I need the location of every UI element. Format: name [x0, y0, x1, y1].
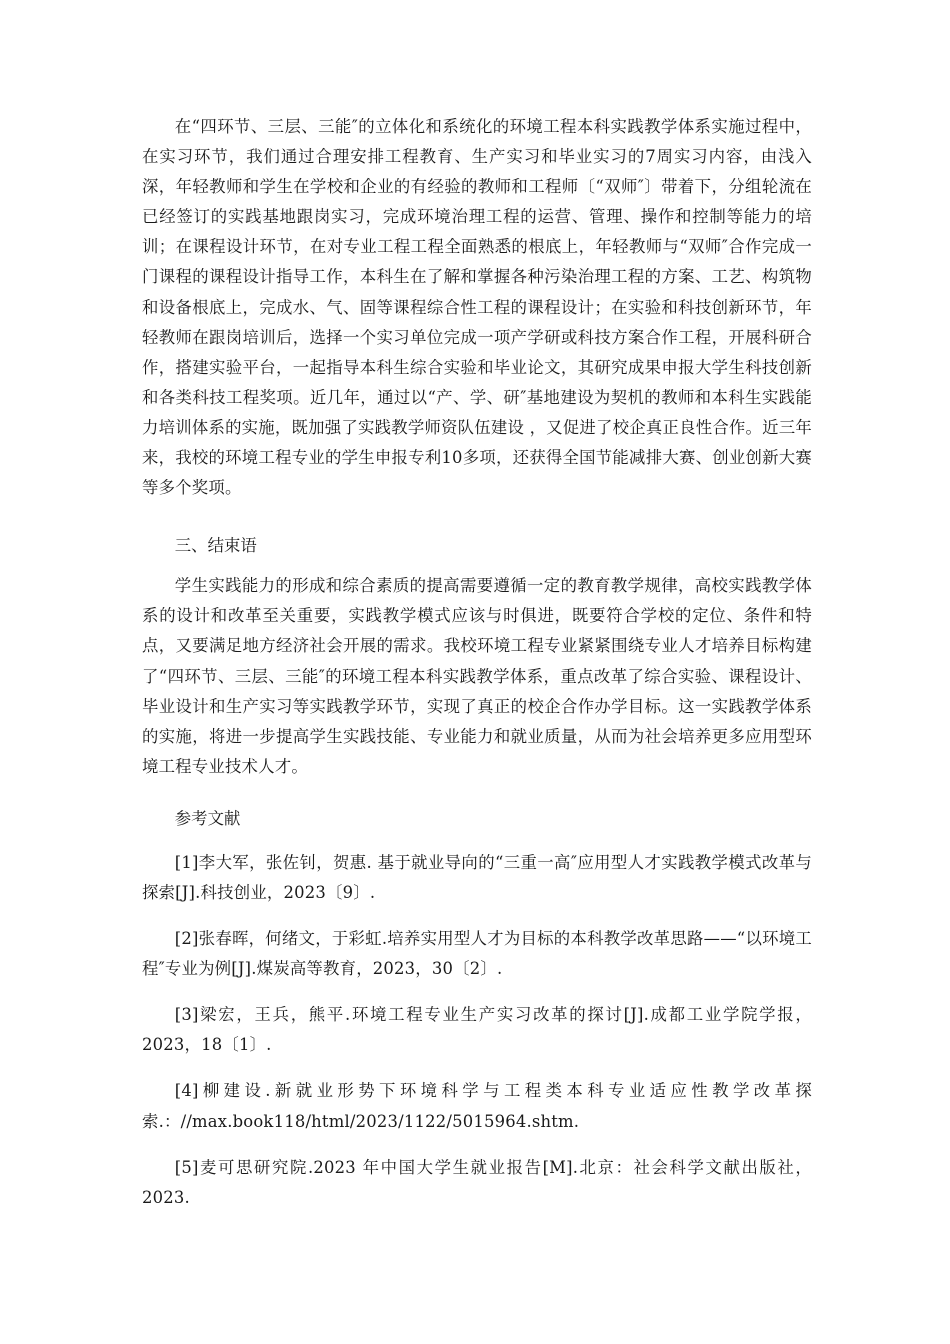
body-paragraph-2: 学生实践能力的形成和综合素质的提高需要遵循一定的教育教学规律，高校实践教学体系的设计和改革至关重要，实践教学模式应该与时俱进，既要符合学校的定位、条件和特点，又要满足地方经济社会开展的需求。我校环境工程专业紧紧围绕专业人才培养目标构建了“四环节、三层、三能″的环境工程本科实践教学体系，重点改革了综合实验、课程设计、毕业设计和生产实习等实践教学环节，实现了真正的校企合作办学目标。这一实践教学体系的实施，将进一步提高学生实践技能、专业能力和就业质量，从而为社会培养更多应用型环境工程专业技术人才。 — [142, 576, 812, 776]
reference-item-4: [4]柳建设.新就业形势下环境科学与工程类本科专业适应性教学改革探索.：//max.book118/html/2023/1122/5015964.shtm. — [142, 1081, 812, 1131]
document-page — [142, 112, 812, 1213]
references-title: 参考文献 — [174, 808, 241, 828]
reference-item-3: [3]梁宏，王兵，熊平.环境工程专业生产实习改革的探讨[J].成都工业学院学报，2023，18〔1〕. — [142, 1005, 812, 1055]
reference-item-2: [2]张春晖，何绪文，于彩虹.培养实用型人才为目标的本科教学改革思路——“以环境工程″专业为例[J].煤炭高等教育，2023，30〔2〕. — [142, 929, 812, 979]
reference-item-1: [1]李大军，张佐钊，贺惠. 基于就业导向的“三重一高″应用型人才实践教学模式改革与探索[J].科技创业，2023〔9〕. — [142, 852, 812, 902]
body-paragraph-1: 在“四环节、三层、三能″的立体化和系统化的环境工程本科实践教学体系实施过程中，在实习环节，我们通过合理安排工程教育、生产实习和毕业实习的7周实习内容，由浅入深，年轻教师和学生在学校和企业的有经验的教师和工程师〔“双师″〕带着下，分组轮流在已经签订的实践基地跟岗实习，完成环境治理工程的运营、管理、操作和控制等能力的培训；在课程设计环节，在对专业工程工程全面熟悉的根底上，年轻教师与“双师″合作完成一门课程的课程设计指导工作，本科生在了解和掌握各种污染治理工程的方案、工艺、构筑物和设备根底上，完成水、气、固等课程综合性工程的课程设计；在实验和科技创新环节，年轻教师在跟岗培训后，选择一个实习单位完成一项产学研或科技方案合作工程，开展科研合作，搭建实验平台，一起指导本科生综合实验和毕业论文，其研究成果申报大学生科技创新和各类科技工程奖项。近几年，通过以“产、学、研″基地建设为契机的教师和本科生实践能力培训体系的实施，既加强了实践教学师资队伍建设 ，又促进了校企真正良性合作。近三年来，我校的环境工程专业的学生申报专利10多项，还获得全国节能减排大赛、创业创新大赛等多个奖项。 — [142, 117, 812, 498]
section-heading: 三、结束语 — [174, 536, 257, 556]
reference-item-5: [5]麦可思研究院.2023 年中国大学生就业报告[M].北京：社会科学文献出版社，2023. — [142, 1157, 812, 1207]
